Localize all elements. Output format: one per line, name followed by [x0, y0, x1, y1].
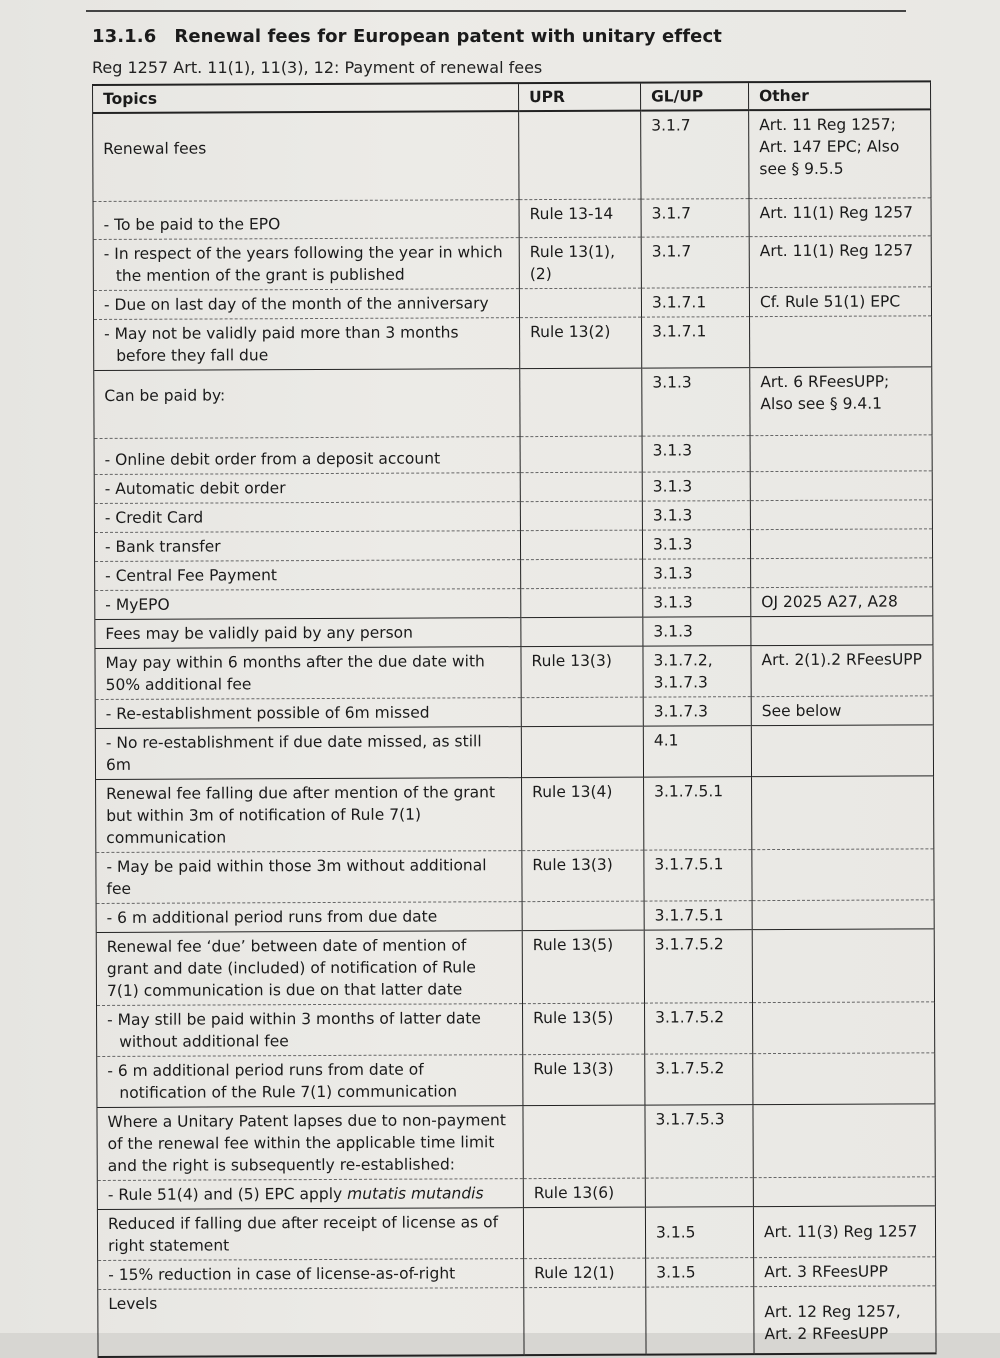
topic-cell: - 15% reduction in case of license-as-of-right — [98, 1259, 524, 1290]
table-row — [98, 1286, 936, 1357]
gl-cell: 3.1.7.5.2 — [644, 930, 752, 1003]
table-row — [94, 500, 932, 533]
other-cell — [753, 1053, 935, 1105]
other-cell: Art. 11(1) Reg 1257 — [749, 236, 931, 288]
upr-cell — [519, 288, 641, 318]
topic-cell: - Re-establishment possible of 6m missed — [95, 698, 521, 729]
upr-cell — [520, 530, 642, 560]
table-row — [96, 929, 934, 1006]
topic-cell: - No re-establishment if due date missed, as still 6m — [95, 727, 521, 780]
other-cell — [751, 725, 933, 777]
upr-cell — [520, 501, 642, 531]
table-row — [97, 1053, 935, 1108]
upr-cell — [523, 1207, 645, 1259]
upr-cell — [521, 588, 643, 618]
gl-cell: 3.1.3 — [643, 559, 751, 588]
topic-cell: - Online debit order from a deposit account — [94, 437, 520, 475]
topic-cell — [93, 238, 519, 291]
upr-cell: Rule 13(1), (2) — [519, 237, 641, 289]
topic-cell: - MyEPO — [95, 589, 521, 620]
topic-cell: Levels — [98, 1288, 524, 1357]
topic-text: - In respect of the years following the year in which the mention of the grant is published — [103, 243, 503, 285]
topic-text: - May not be validly paid more than 3 months before they fall due — [104, 323, 459, 365]
gl-cell: 3.1.7.5.3 — [645, 1105, 753, 1178]
table-row — [95, 645, 933, 700]
section-subtitle: Reg 1257 Art. 11(1), 11(3), 12: Payment of renewal fees — [92, 58, 543, 77]
upr-cell: Rule 13(3) — [523, 1054, 645, 1106]
upr-cell: Rule 13(6) — [523, 1178, 645, 1208]
other-cell — [752, 900, 934, 930]
topic-cell: Renewal fee falling due after mention of the grant but within 3m of notification of Rule 7(1) communication — [96, 778, 522, 853]
table-row — [94, 529, 932, 562]
upr-cell — [520, 436, 642, 473]
gl-cell: 3.1.7.5.2 — [645, 1054, 753, 1105]
table-row — [93, 287, 931, 320]
topic-cell — [97, 1179, 523, 1210]
gl-cell: 3.1.7.3 — [643, 697, 751, 726]
gl-cell: 3.1.3 — [642, 368, 750, 436]
upr-cell — [520, 472, 642, 502]
table-row — [95, 696, 933, 729]
upr-cell: Rule 13(4) — [522, 777, 644, 851]
topic-text: - 6 m additional period runs from date of notification of the Rule 7(1) communication — [107, 1060, 458, 1102]
table-row — [96, 776, 934, 853]
upr-cell — [523, 1105, 645, 1179]
upr-cell: Rule 13(5) — [522, 930, 644, 1004]
other-cell — [753, 1002, 935, 1054]
topic-cell: - Credit Card — [94, 502, 520, 533]
topic-cell: Reduced if falling due after receipt of license as of right statement — [97, 1208, 523, 1261]
topic-cell: - Central Fee Payment — [95, 560, 521, 591]
gl-cell: 3.1.3 — [642, 530, 750, 559]
other-cell: Art. 6 RFeesUPP; Also see § 9.4.1 — [750, 367, 932, 436]
other-cell: Art. 11(1) Reg 1257 — [749, 198, 931, 237]
topic-cell: Where a Unitary Patent lapses due to non-payment of the renewal fee within the applicable time limit and the right is subsequently re-established: — [97, 1106, 523, 1181]
other-cell: Art. 11 Reg 1257; Art. 147 EPC; Also see § 9.5.5 — [749, 109, 931, 198]
upr-cell: Rule 13(2) — [520, 317, 642, 369]
topic-cell: - Automatic debit order — [94, 473, 520, 504]
other-cell: Art. 2(1).2 RFeesUPP — [751, 645, 933, 697]
topic-cell: - Bank transfer — [94, 531, 520, 562]
other-cell: See below — [751, 696, 933, 726]
section-number: 13.1.6 — [92, 26, 157, 47]
gl-cell: 3.1.7.1 — [642, 317, 750, 368]
header-other: Other — [748, 81, 930, 110]
table-row — [97, 1206, 935, 1261]
table-row — [94, 471, 932, 504]
upr-cell: Rule 13(5) — [523, 1003, 645, 1055]
other-cell: Art. 12 Reg 1257, Art. 2 RFeesUPP — [754, 1286, 936, 1354]
table-row — [97, 1104, 935, 1181]
gl-cell: 3.1.7 — [641, 237, 749, 288]
table-row — [95, 725, 933, 780]
table-row — [96, 849, 934, 904]
header-topics: Topics — [93, 83, 519, 113]
upr-cell — [521, 726, 643, 778]
renewal-fees-table — [92, 80, 937, 1358]
topic-cell: Renewal fee ‘due’ between date of mention of grant and date (included) of notification of Rule 7(1) communication is due on that latter date — [96, 931, 522, 1006]
gl-cell: 3.1.3 — [643, 588, 751, 617]
topic-cell — [97, 1004, 523, 1057]
section-title: Renewal fees for European patent with unitary effect — [174, 26, 722, 47]
upr-cell: Rule 13(3) — [522, 850, 644, 902]
table-row — [98, 1257, 936, 1290]
gl-cell: 3.1.7.5.2 — [645, 1003, 753, 1054]
upr-cell: Rule 13(3) — [521, 646, 643, 698]
table-row — [94, 435, 932, 475]
other-cell — [750, 500, 932, 530]
topic-cell — [97, 1055, 523, 1108]
upr-cell — [521, 559, 643, 589]
topic-text: - Rule 51(4) and (5) EPC apply — [107, 1184, 343, 1204]
other-cell — [752, 849, 934, 901]
gl-cell: 3.1.3 — [643, 617, 751, 646]
table-row — [95, 558, 933, 591]
gl-cell: 3.1.7.1 — [641, 288, 749, 317]
gl-cell: 3.1.7.5.1 — [644, 777, 752, 850]
gl-cell: 4.1 — [643, 726, 751, 777]
topic-cell: - May be paid within those 3m without additional fee — [96, 851, 522, 904]
other-cell — [750, 435, 932, 472]
topic-text: - May still be paid within 3 months of latter date without additional fee — [107, 1009, 481, 1051]
section-heading — [92, 26, 722, 47]
top-rule — [86, 10, 906, 12]
gl-cell: 3.1.3 — [642, 472, 750, 501]
topic-cell: - 6 m additional period runs from due date — [96, 902, 522, 933]
other-cell — [750, 316, 932, 368]
topic-cell: - To be paid to the EPO — [93, 200, 519, 240]
topic-cell: Renewal fees — [93, 111, 519, 201]
upr-cell — [521, 697, 643, 727]
other-cell — [750, 529, 932, 559]
other-cell — [753, 1104, 935, 1178]
topic-italic-text: mutatis mutandis — [347, 1184, 484, 1203]
topic-cell: Fees may be validly paid by any person — [95, 618, 521, 649]
gl-cell: 3.1.7 — [641, 199, 749, 237]
table-row — [94, 316, 932, 371]
other-cell: Art. 3 RFeesUPP — [754, 1257, 936, 1287]
other-cell: Cf. Rule 51(1) EPC — [749, 287, 931, 317]
gl-cell: 3.1.7 — [641, 110, 749, 199]
other-cell: OJ 2025 A27, A28 — [751, 587, 933, 617]
upr-cell — [519, 111, 641, 200]
upr-cell — [521, 617, 643, 647]
other-cell — [750, 471, 932, 501]
header-gl-up: GL/UP — [640, 82, 748, 110]
fees-table-wrapper — [92, 80, 936, 1358]
gl-cell: 3.1.5 — [645, 1207, 753, 1258]
topic-cell: Can be paid by: — [94, 369, 520, 439]
gl-cell: 3.1.7.5.1 — [644, 850, 752, 901]
table-row — [97, 1002, 935, 1057]
gl-cell: 3.1.7.2, 3.1.7.3 — [643, 646, 751, 697]
table-row — [93, 198, 931, 240]
upr-cell: Rule 12(1) — [524, 1258, 646, 1288]
table-row — [96, 900, 934, 933]
other-cell — [751, 558, 933, 588]
gl-cell: 3.1.3 — [642, 436, 750, 472]
gl-cell: 3.1.7.5.1 — [644, 901, 752, 930]
other-cell — [753, 1177, 935, 1207]
upr-cell — [524, 1287, 646, 1355]
upr-cell — [522, 901, 644, 931]
gl-cell — [646, 1287, 754, 1355]
gl-cell — [645, 1178, 753, 1207]
upr-cell — [520, 368, 642, 437]
header-upr: UPR — [519, 83, 641, 112]
table-row — [93, 109, 931, 201]
table-row — [95, 616, 933, 649]
topic-cell — [94, 318, 520, 371]
table-row — [93, 236, 931, 291]
other-cell: Art. 11(3) Reg 1257 — [753, 1206, 935, 1258]
table-row — [95, 587, 933, 620]
gl-cell: 3.1.3 — [642, 501, 750, 530]
other-cell — [751, 616, 933, 646]
table-row — [94, 367, 932, 439]
other-cell — [752, 929, 934, 1003]
other-cell — [752, 776, 934, 850]
table-header-row — [93, 81, 931, 113]
gl-cell: 3.1.5 — [646, 1258, 754, 1287]
topic-cell: May pay within 6 months after the due date with 50% additional fee — [95, 647, 521, 700]
table-row — [97, 1177, 935, 1210]
topic-cell: - Due on last day of the month of the anniversary — [93, 289, 519, 320]
upr-cell: Rule 13-14 — [519, 199, 641, 238]
